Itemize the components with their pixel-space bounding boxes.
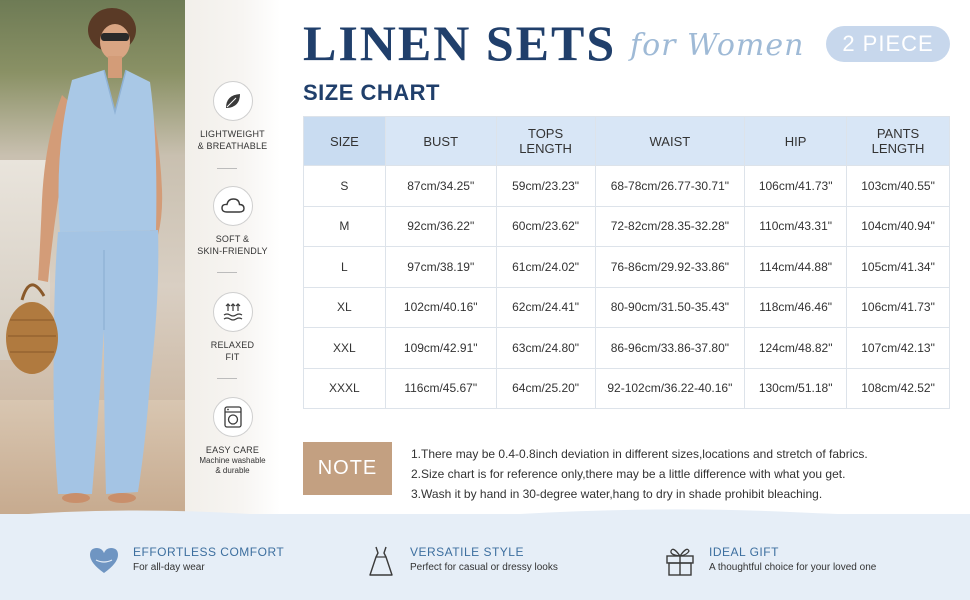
benefit-subtitle: Perfect for casual or dressy looks	[410, 562, 558, 573]
column-header-bust	[385, 117, 496, 166]
table-cell: S	[304, 166, 386, 207]
table-header-row	[304, 117, 950, 166]
benefit-title: IDEAL GIFT	[709, 545, 779, 559]
table-row	[304, 247, 950, 288]
header-text: BUST	[423, 133, 459, 149]
feature-easy-care	[185, 397, 280, 476]
note-line: 3.Wash it by hand in 30-degree water,hang to dry in shade prohibit bleaching.	[411, 487, 823, 501]
cloud-icon	[213, 186, 253, 226]
table-cell: L	[304, 247, 386, 288]
leaf-icon	[213, 81, 253, 121]
feature-label: LIGHTWEIGHT	[200, 129, 265, 139]
table-cell: 102cm/40.16"	[385, 287, 496, 328]
column-header-tops-length	[496, 117, 595, 166]
table-cell: 62cm/24.41"	[496, 287, 595, 328]
feature-label: RELAXED	[210, 340, 255, 350]
gift-icon	[663, 544, 697, 578]
table-cell: 118cm/46.46"	[745, 287, 847, 328]
table-cell: 59cm/23.23"	[496, 166, 595, 207]
benefit-subtitle: For all-day wear	[133, 562, 205, 573]
table-cell: 80-90cm/31.50-35.43"	[595, 287, 745, 328]
feature-label: EASY CARE	[205, 445, 260, 455]
table-cell: 87cm/34.25"	[385, 166, 496, 207]
dress-icon	[364, 544, 398, 578]
table-cell: 106cm/41.73"	[847, 287, 950, 328]
note-line: 1.There may be 0.4-0.8inch deviation in different sizes,locations and stretch of fabrics.	[411, 447, 868, 461]
heart-icon	[87, 544, 121, 578]
table-cell: 130cm/51.18"	[745, 368, 847, 409]
feature-divider	[217, 378, 237, 379]
header-text: TOPS	[527, 126, 564, 141]
wave-divider	[0, 504, 970, 526]
feature-label: SOFT &	[215, 234, 250, 244]
benefit-title: EFFORTLESS COMFORT	[133, 545, 285, 559]
feature-soft	[185, 186, 280, 257]
feature-sub: Machine washable	[199, 456, 266, 465]
table-cell: 104cm/40.94"	[847, 206, 950, 247]
washing-machine-icon	[213, 397, 253, 437]
table-cell: M	[304, 206, 386, 247]
table-cell: 92-102cm/36.22-40.16"	[595, 368, 745, 409]
feature-label: & BREATHABLE	[197, 141, 268, 151]
table-cell: 108cm/42.52"	[847, 368, 950, 409]
table-cell: 105cm/41.34"	[847, 247, 950, 288]
table-cell: 68-78cm/26.77-30.71"	[595, 166, 745, 207]
feature-relaxed-fit	[185, 292, 280, 363]
header-text: HIP	[784, 133, 807, 149]
table-cell: 110cm/43.31"	[745, 206, 847, 247]
model-photo	[0, 0, 185, 520]
benefits-bar	[0, 514, 970, 600]
benefit-gift	[663, 544, 876, 578]
note-label: NOTE	[303, 442, 392, 495]
table-cell: 97cm/38.19"	[385, 247, 496, 288]
feature-divider	[217, 272, 237, 273]
table-row	[304, 166, 950, 207]
script-subtitle: for Women	[630, 28, 805, 63]
header-text: PANTS	[876, 126, 920, 141]
header-text: LENGTH	[871, 141, 925, 156]
benefit-title: VERSATILE STYLE	[410, 545, 524, 559]
piece-badge: 2 PIECE	[826, 26, 950, 62]
table-row	[304, 287, 950, 328]
table-cell: 64cm/25.20"	[496, 368, 595, 409]
table-cell: 103cm/40.55"	[847, 166, 950, 207]
table-cell: 61cm/24.02"	[496, 247, 595, 288]
heat-wave-icon	[213, 292, 253, 332]
benefit-comfort	[87, 544, 284, 578]
benefit-style	[364, 544, 558, 578]
table-cell: 72-82cm/28.35-32.28"	[595, 206, 745, 247]
table-cell: 92cm/36.22"	[385, 206, 496, 247]
table-cell: 109cm/42.91"	[385, 328, 496, 369]
table-cell: 124cm/48.82"	[745, 328, 847, 369]
table-cell: 107cm/42.13"	[847, 328, 950, 369]
column-header-pants-length	[847, 117, 950, 166]
table-cell: 116cm/45.67"	[385, 368, 496, 409]
page-title: LINEN SETS	[303, 15, 617, 71]
table-cell: 106cm/41.73"	[745, 166, 847, 207]
notes-list	[411, 444, 868, 504]
benefit-subtitle: A thoughtful choice for your loved one	[709, 562, 877, 573]
feature-lightweight	[185, 81, 280, 152]
table-cell: 76-86cm/29.92-33.86"	[595, 247, 745, 288]
feature-label: FIT	[225, 352, 240, 362]
column-header-waist	[595, 117, 745, 166]
model-figure	[0, 0, 185, 520]
table-row	[304, 328, 950, 369]
feature-sub: & durable	[215, 466, 250, 475]
note-line: 2.Size chart is for reference only,there may be a little difference with what you get.	[411, 467, 846, 481]
table-cell: 114cm/44.88"	[745, 247, 847, 288]
table-cell: XL	[304, 287, 386, 328]
column-header-size	[304, 117, 386, 166]
table-cell: 86-96cm/33.86-37.80"	[595, 328, 745, 369]
feature-label: SKIN-FRIENDLY	[197, 246, 268, 256]
size-chart-table	[303, 116, 950, 409]
table-cell: XXXL	[304, 368, 386, 409]
table-row	[304, 206, 950, 247]
table-cell: 63cm/24.80"	[496, 328, 595, 369]
table-cell: 60cm/23.62"	[496, 206, 595, 247]
column-header-hip	[745, 117, 847, 166]
table-row	[304, 368, 950, 409]
header-text: SIZE	[329, 133, 359, 149]
header-text: LENGTH	[519, 141, 572, 156]
table-cell: XXL	[304, 328, 386, 369]
size-chart-heading: SIZE CHART	[303, 80, 440, 105]
header-text: WAIST	[649, 133, 691, 149]
feature-divider	[217, 168, 237, 169]
